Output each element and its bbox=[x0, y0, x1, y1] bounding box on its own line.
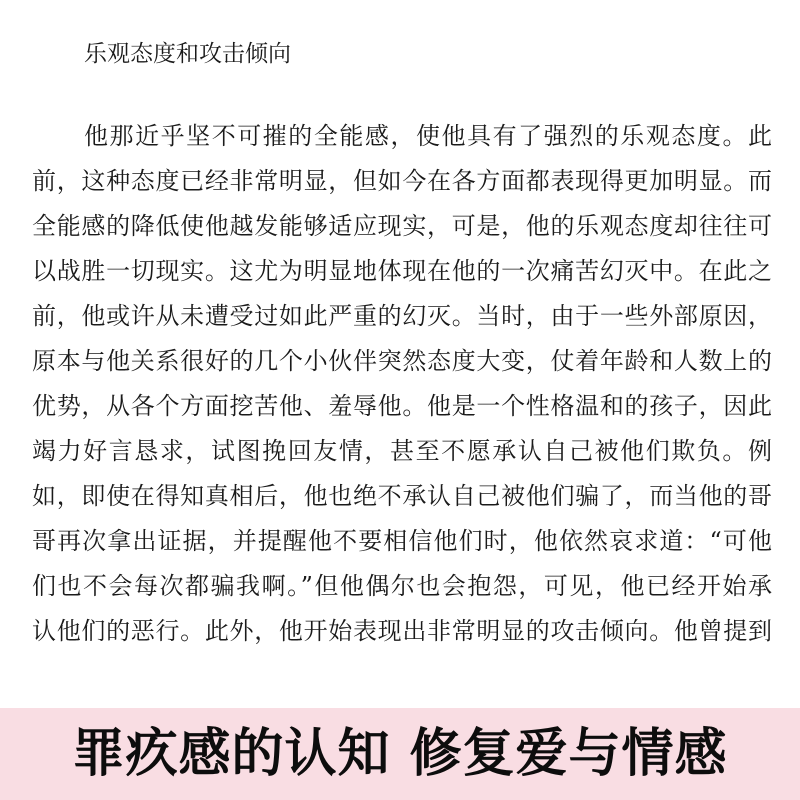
text-line: 优势，从各个方面挖苦他、羞辱他。他是一个性格温和的孩子，因此 bbox=[32, 392, 772, 420]
text-line: 全能感的降低使他越发能够适应现实，可是，他的乐观态度却往往可 bbox=[32, 212, 772, 240]
text-line: 前，这种态度已经非常明显，但如今在各方面都表现得更加明显。而 bbox=[32, 167, 772, 195]
text-line: 认他们的恶行。此外，他开始表现出非常明显的攻击倾向。他曾提到 bbox=[32, 617, 772, 645]
section-heading: 乐观态度和攻击倾向 bbox=[84, 41, 291, 67]
text-line: 以战胜一切现实。这尤为明显地体现在他的一次痛苦幻灭中。在此之 bbox=[32, 257, 772, 285]
text-line: 他那近乎坚不可摧的全能感，使他具有了强烈的乐观态度。此 bbox=[84, 122, 772, 150]
text-line: 们也不会每次都骗我啊。”但他偶尔也会抱怨，可见，他已经开始承 bbox=[32, 572, 772, 600]
text-line: 前，他或许从未遭受过如此严重的幻灭。当时，由于一些外部原因， bbox=[32, 302, 772, 330]
banner-text: 罪疚感的认知 修复爱与情感 bbox=[72, 724, 728, 784]
text-line: 原本与他关系很好的几个小伙伴突然态度大变，仗着年龄和人数上的 bbox=[32, 347, 772, 375]
text-line: 如，即使在得知真相后，他也绝不承认自己被他们骗了，而当他的哥 bbox=[32, 482, 772, 510]
text-line: 哥再次拿出证据，并提醒他不要相信他们时，他依然哀求道：“可他 bbox=[32, 527, 772, 555]
body-paragraph bbox=[32, 114, 772, 654]
text-line: 竭力好言恳求，试图挽回友情，甚至不愿承认自己被他们欺负。例 bbox=[32, 437, 772, 465]
promo-banner bbox=[0, 708, 800, 800]
